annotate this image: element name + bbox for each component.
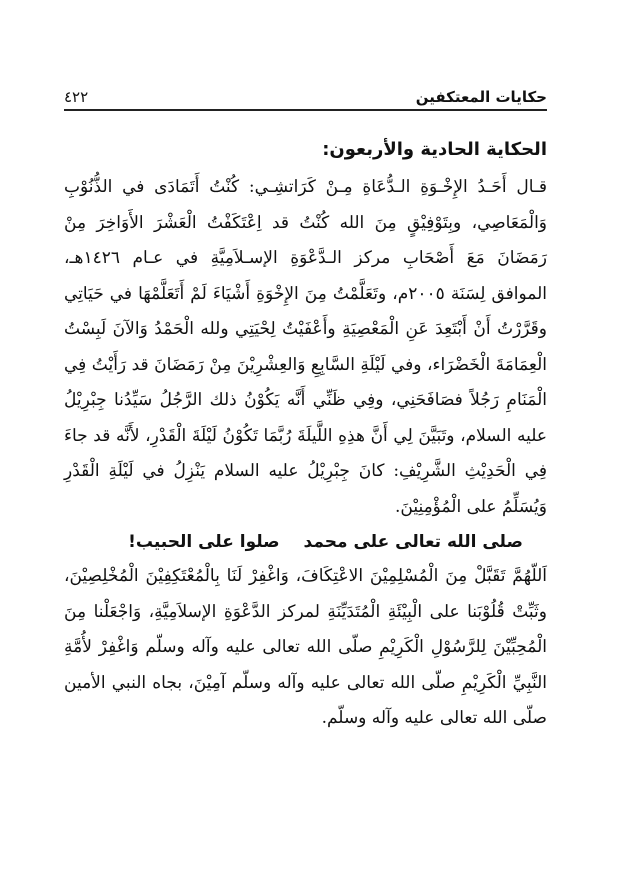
header-divider <box>64 109 547 111</box>
salawat-invocation <box>64 525 547 559</box>
page-content <box>64 130 547 737</box>
page-number: ٤٢٢ <box>64 88 89 106</box>
book-title: حكايات المعتكفين <box>415 88 547 106</box>
story-heading: الحكاية الحادية والأربعون: <box>322 139 547 160</box>
salawat-right-part: صلى الله تعالى على محمد <box>303 532 523 552</box>
running-header <box>64 80 547 106</box>
closing-prayer: اَللّهُمَّ تَقَبَّلْ مِنَ الْمُسْلِمِيْنَ الاعْتِكَافَ، وَاغْفِرْ لَنَا بِالْمُعْتَكِفِيْنَ الْمُخْلِصِيْنَ، وثَبِّتْ قُلُوْبَنا على الْبِيْئَةِ الْمُتَدَيِّنَةِ لمركز الدَّعْوَةِ الإسلاَمِيَّةِ، وَاجْعَلْنا مِنَ الْمُحِبِّيْنَ لِلرَّسُوْلِ الْكَرِيْمِ صلّى الله تعالى عليه وآله وسلّم وَاغْفِرْ لأُمَّةِ النَّبِيِّ الْكَرِيْمِ صلّى الله تعالى عليه وآله وسلّم آمِيْنَ، بجاه النبي الأمين صلّى الله تعالى عليه وآله وسلّم. <box>64 566 547 728</box>
story-paragraph: قـال أَحَـدُ الإِخْـوَةِ الـدُّعَاةِ مِـنْ كَرَاتشِـي: كُنْتُ أَتَمَادَى في الذُّنُوْبِ وَالْمَعَاصِي، وبِتَوْفِيْقٍ مِنَ الله كُنْتُ قد اِعْتَكَفْتُ الْعَشْرَ الأَوَاخِرَ مِنْ رَمَضَانَ مَعَ أَصْحَابِ مركز الـدَّعْوَةِ الإسـلاَمِيَّةِ في عـام ١٤٢٦هـ، الموافق لِسَنَة ٢٠٠٥م، وتَعَلَّمْتُ مِنَ الإِخْوَةِ أَشْيَاءَ لَمْ أَتَعَلَّمْهَا في حَيَاتِي وقَرَّرْتُ أَنْ أَبْتَعِدَ عَنِ الْمَعْصِيَةِ وأَعْفَيْتُ لِحْيَتِي ولله الْحَمْدُ وَالآنَ لَبِسْتُ الْعِمَامَةَ الْخَضْرَاء، وفي لَيْلَةِ السَّابِعِ وَالعِشْرِيْنَ مِنْ رَمَضَانَ قد رَأَيْتُ فِي الْمَنَامِ رَجُلاً فصَافَحَنِي، وفِي ظَنِّي أَنَّه يَكُوْنُ ذلك الرَّجُلُ سَيِّدُنا جِبْرِيْلُ عليه السلام، وتَبَيَّنَ لِي أَنَّ هذِهِ اللَّيلَةَ رُبَّمَا تَكُوْنُ لَيْلَةَ الْقَدْرِ، لأَنَّه قد جاءَ فِي الْحَدِيْثِ الشَّرِيْفِ: كانَ جِبْرِيْلُ عليه السلام يَنْزِلُ في لَيْلَةِ الْقَدْرِ وَيُسَلِّمُ على الْمُؤْمِنِيْنَ. <box>64 177 548 517</box>
salawat-left-part: صلوا على الحبيب! <box>128 532 280 552</box>
